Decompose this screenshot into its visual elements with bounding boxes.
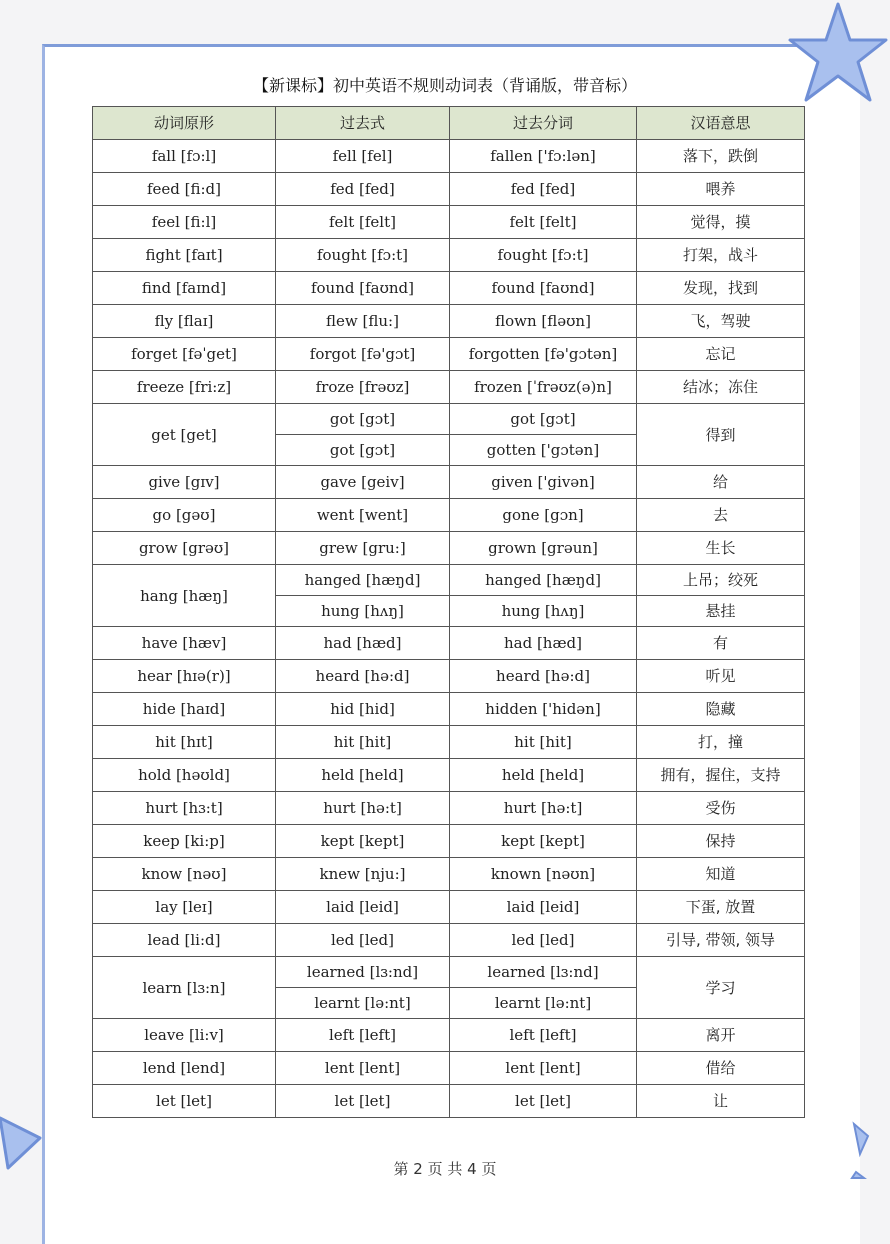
- cell-base-form: keep [ki:p]: [93, 825, 276, 858]
- cell-past-participle: got [gɔt]: [450, 404, 637, 435]
- table-row: [93, 272, 805, 305]
- cell-chinese-meaning: 发现，找到: [637, 272, 805, 305]
- cell-past-participle: kept [kept]: [450, 825, 637, 858]
- cell-chinese-meaning: 上吊；绞死: [637, 565, 805, 596]
- cell-chinese-meaning: 得到: [637, 404, 805, 466]
- table-row: [93, 565, 805, 596]
- cell-chinese-meaning: 打架，战斗: [637, 239, 805, 272]
- cell-past-participle: hanged [hæŋd]: [450, 565, 637, 596]
- cell-past-tense: flew [flu:]: [276, 305, 450, 338]
- cell-base-form: forget [fəˈget]: [93, 338, 276, 371]
- cell-past-tense: got [gɔt]: [276, 435, 450, 466]
- cell-chinese-meaning: 离开: [637, 1019, 805, 1052]
- table-row: [93, 206, 805, 239]
- cell-past-participle: frozen [ˈfrəʊz(ə)n]: [450, 371, 637, 404]
- cell-chinese-meaning: 下蛋, 放置: [637, 891, 805, 924]
- cell-past-participle: left [left]: [450, 1019, 637, 1052]
- table-row: [93, 532, 805, 565]
- cell-base-form: learn [lɜ:n]: [93, 957, 276, 1019]
- cell-past-tense: fought [fɔ:t]: [276, 239, 450, 272]
- cell-base-form: hold [həʊld]: [93, 759, 276, 792]
- cell-base-form: get [get]: [93, 404, 276, 466]
- cell-base-form: fly [flaɪ]: [93, 305, 276, 338]
- cell-past-participle: gotten ['gɔtən]: [450, 435, 637, 466]
- cell-past-tense: let [let]: [276, 1085, 450, 1118]
- cell-past-participle: given ['givən]: [450, 466, 637, 499]
- table-row: [93, 726, 805, 759]
- table-row: [93, 338, 805, 371]
- cell-chinese-meaning: 学习: [637, 957, 805, 1019]
- cell-past-participle: known [nəʊn]: [450, 858, 637, 891]
- cell-past-participle: learned [lɜ:nd]: [450, 957, 637, 988]
- cell-base-form: lay [leɪ]: [93, 891, 276, 924]
- table-row: [93, 1085, 805, 1118]
- table-row: [93, 660, 805, 693]
- cell-base-form: feel [fi:l]: [93, 206, 276, 239]
- table-row: [93, 1019, 805, 1052]
- cell-past-participle: fallen ['fɔ:lən]: [450, 140, 637, 173]
- cell-past-tense: grew [gru:]: [276, 532, 450, 565]
- cell-past-participle: fought [fɔ:t]: [450, 239, 637, 272]
- cell-base-form: hurt [hɜ:t]: [93, 792, 276, 825]
- table-row: [93, 499, 805, 532]
- cell-chinese-meaning: 受伤: [637, 792, 805, 825]
- cell-chinese-meaning: 觉得，摸: [637, 206, 805, 239]
- cell-past-tense: fed [fed]: [276, 173, 450, 206]
- cell-past-tense: hit [hit]: [276, 726, 450, 759]
- table-row: [93, 792, 805, 825]
- cell-chinese-meaning: 打，撞: [637, 726, 805, 759]
- page-footer: 第 2 页 共 4 页: [393, 1160, 497, 1178]
- cell-base-form: give [gɪv]: [93, 466, 276, 499]
- cell-past-tense: held [held]: [276, 759, 450, 792]
- cell-past-participle: hit [hit]: [450, 726, 637, 759]
- cell-chinese-meaning: 生长: [637, 532, 805, 565]
- cell-past-participle: found [faʊnd]: [450, 272, 637, 305]
- cell-past-tense: froze [frəʊz]: [276, 371, 450, 404]
- table-row: [93, 404, 805, 435]
- table-header-row: [93, 107, 805, 140]
- cell-past-participle: learnt [lə:nt]: [450, 988, 637, 1019]
- table-row: [93, 305, 805, 338]
- header-past-participle: 过去分词: [450, 107, 637, 140]
- cell-past-tense: gave [geiv]: [276, 466, 450, 499]
- cell-base-form: fight [faɪt]: [93, 239, 276, 272]
- cell-base-form: grow [grəʊ]: [93, 532, 276, 565]
- cell-past-participle: let [let]: [450, 1085, 637, 1118]
- cell-base-form: lend [lend]: [93, 1052, 276, 1085]
- cell-past-tense: hanged [hæŋd]: [276, 565, 450, 596]
- table-row: [93, 891, 805, 924]
- cell-past-tense: led [led]: [276, 924, 450, 957]
- table-row: [93, 371, 805, 404]
- cell-past-participle: laid [leid]: [450, 891, 637, 924]
- cell-past-tense: left [left]: [276, 1019, 450, 1052]
- cell-past-participle: felt [felt]: [450, 206, 637, 239]
- cell-past-participle: led [led]: [450, 924, 637, 957]
- table-row: [93, 1052, 805, 1085]
- cell-chinese-meaning: 引导, 带领, 领导: [637, 924, 805, 957]
- cell-chinese-meaning: 知道: [637, 858, 805, 891]
- cell-past-tense: kept [kept]: [276, 825, 450, 858]
- cell-chinese-meaning: 喂养: [637, 173, 805, 206]
- table-row: [93, 173, 805, 206]
- cell-chinese-meaning: 借给: [637, 1052, 805, 1085]
- cell-base-form: freeze [fri:z]: [93, 371, 276, 404]
- table-row: [93, 627, 805, 660]
- irregular-verb-table: [92, 106, 805, 1118]
- cell-past-participle: had [hæd]: [450, 627, 637, 660]
- header-chinese-meaning: 汉语意思: [637, 107, 805, 140]
- header-past-tense: 过去式: [276, 107, 450, 140]
- cell-base-form: feed [fi:d]: [93, 173, 276, 206]
- cell-past-participle: lent [lent]: [450, 1052, 637, 1085]
- cell-past-tense: hurt [hə:t]: [276, 792, 450, 825]
- table-row: [93, 924, 805, 957]
- cell-base-form: find [faɪnd]: [93, 272, 276, 305]
- cell-past-participle: held [held]: [450, 759, 637, 792]
- cell-chinese-meaning: 听见: [637, 660, 805, 693]
- table-row: [93, 693, 805, 726]
- cell-chinese-meaning: 结冰；冻住: [637, 371, 805, 404]
- cell-past-tense: laid [leid]: [276, 891, 450, 924]
- cell-past-participle: hung [hʌŋ]: [450, 596, 637, 627]
- cell-past-tense: knew [nju:]: [276, 858, 450, 891]
- cell-chinese-meaning: 悬挂: [637, 596, 805, 627]
- cell-past-tense: heard [hə:d]: [276, 660, 450, 693]
- cell-past-tense: felt [felt]: [276, 206, 450, 239]
- table-row: [93, 825, 805, 858]
- cell-past-participle: grown [grəun]: [450, 532, 637, 565]
- cell-chinese-meaning: 飞，驾驶: [637, 305, 805, 338]
- cell-past-participle: heard [hə:d]: [450, 660, 637, 693]
- cell-base-form: leave [li:v]: [93, 1019, 276, 1052]
- cell-past-tense: forgot [fə'gɔt]: [276, 338, 450, 371]
- cell-chinese-meaning: 拥有，握住，支持: [637, 759, 805, 792]
- table-row: [93, 759, 805, 792]
- document-title: 【新课标】初中英语不规则动词表（背诵版，带音标）: [252, 76, 637, 95]
- table-body: [93, 140, 805, 1118]
- cell-past-tense: found [faʊnd]: [276, 272, 450, 305]
- cell-chinese-meaning: 让: [637, 1085, 805, 1118]
- cell-chinese-meaning: 给: [637, 466, 805, 499]
- cell-base-form: hide [haɪd]: [93, 693, 276, 726]
- header-base-form: 动词原形: [93, 107, 276, 140]
- cell-base-form: hear [hɪə(r)]: [93, 660, 276, 693]
- cell-chinese-meaning: 保持: [637, 825, 805, 858]
- cell-past-tense: fell [fel]: [276, 140, 450, 173]
- table-row: [93, 466, 805, 499]
- cell-base-form: hang [hæŋ]: [93, 565, 276, 627]
- cell-chinese-meaning: 忘记: [637, 338, 805, 371]
- cell-base-form: fall [fɔ:l]: [93, 140, 276, 173]
- cell-past-tense: lent [lent]: [276, 1052, 450, 1085]
- cell-past-participle: fed [fed]: [450, 173, 637, 206]
- cell-past-tense: had [hæd]: [276, 627, 450, 660]
- cell-past-tense: learned [lɜ:nd]: [276, 957, 450, 988]
- cell-chinese-meaning: 去: [637, 499, 805, 532]
- table-row: [93, 239, 805, 272]
- cell-past-participle: forgotten [fə'gɔtən]: [450, 338, 637, 371]
- cell-past-tense: went [went]: [276, 499, 450, 532]
- cell-base-form: hit [hɪt]: [93, 726, 276, 759]
- cell-past-tense: got [gɔt]: [276, 404, 450, 435]
- table-row: [93, 858, 805, 891]
- cell-base-form: know [nəʊ]: [93, 858, 276, 891]
- cell-chinese-meaning: 有: [637, 627, 805, 660]
- cell-past-tense: hung [hʌŋ]: [276, 596, 450, 627]
- cell-past-participle: hidden ['hidən]: [450, 693, 637, 726]
- cell-past-participle: hurt [hə:t]: [450, 792, 637, 825]
- cell-past-participle: gone [gɔn]: [450, 499, 637, 532]
- table-row: [93, 140, 805, 173]
- cell-past-tense: hid [hid]: [276, 693, 450, 726]
- cell-base-form: lead [li:d]: [93, 924, 276, 957]
- cell-chinese-meaning: 隐藏: [637, 693, 805, 726]
- cell-past-participle: flown [fləʊn]: [450, 305, 637, 338]
- table-row: [93, 957, 805, 988]
- cell-past-tense: learnt [lə:nt]: [276, 988, 450, 1019]
- cell-chinese-meaning: 落下，跌倒: [637, 140, 805, 173]
- cell-base-form: go [gəʊ]: [93, 499, 276, 532]
- cell-base-form: let [let]: [93, 1085, 276, 1118]
- cell-base-form: have [hæv]: [93, 627, 276, 660]
